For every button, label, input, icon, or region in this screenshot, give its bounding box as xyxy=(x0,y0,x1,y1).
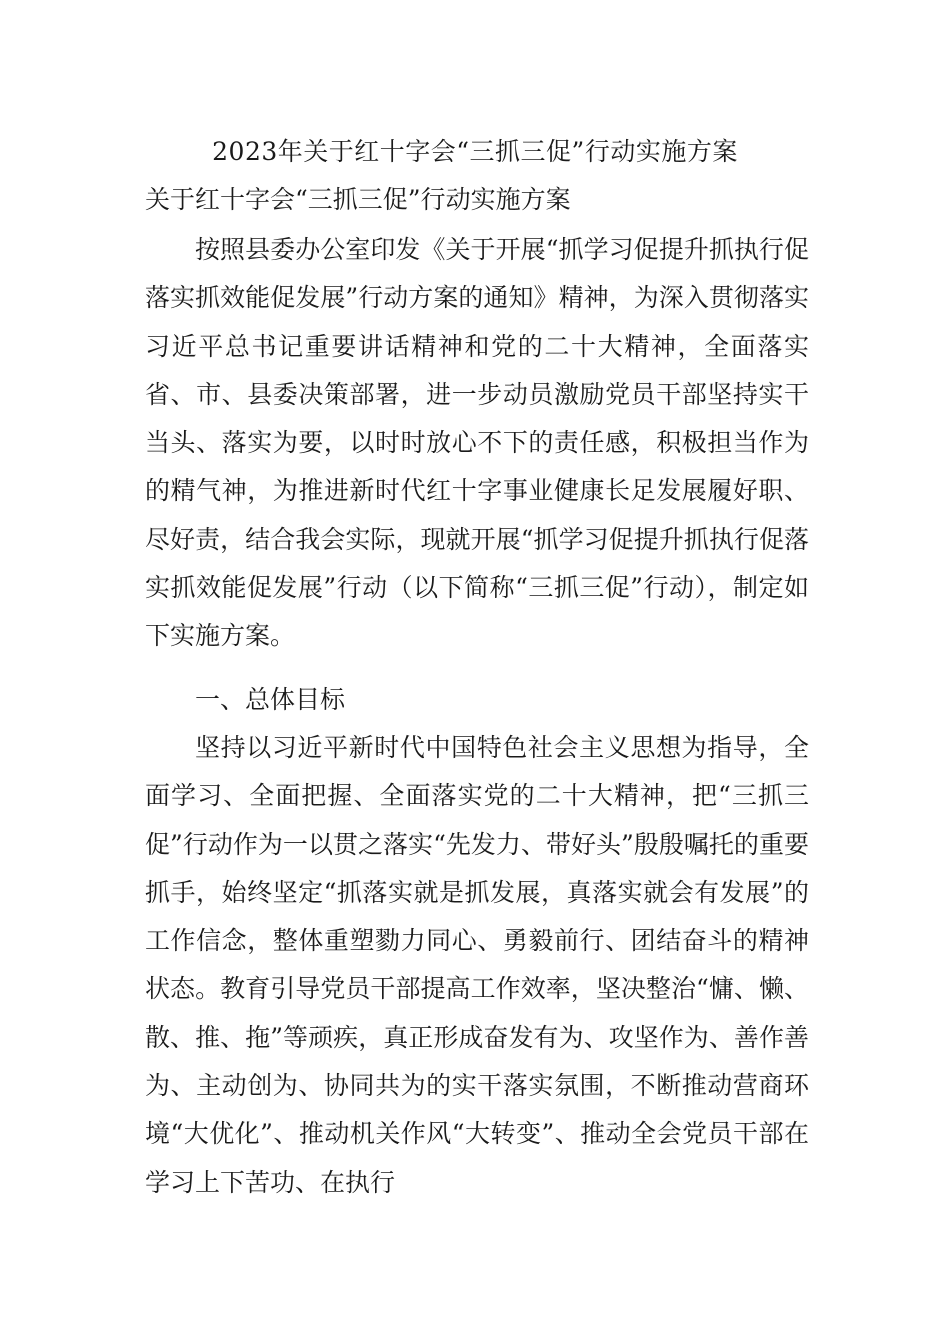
intro-paragraph: 按照县委办公室印发《关于开展“抓学习促提升抓执行促落实抓效能促发展”行动方案的通知》精神，为深入贯彻落实习近平总书记重要讲话精神和党的二十大精神，全面落实省、市、县委决策部署，进一步动员激励党员干部坚持实干当头、落实为要，以时时放心不下的责任感，积极担当作为的精气神，为推进新时代红十字事业健康长足发展履好职、尽好责，结合我会实际，现就开展“抓学习促提升抓执行促落实抓效能促发展”行动（以下简称“三抓三促”行动），制定如下实施方案。 xyxy=(145,235,809,651)
document-title: 2023年关于红十字会“三抓三促”行动实施方案 xyxy=(212,137,738,166)
section-heading-overall-goal: 一、总体目标 xyxy=(195,685,346,714)
document-subtitle: 关于红十字会“三抓三促”行动实施方案 xyxy=(145,185,571,214)
overall-goal-paragraph: 坚持以习近平新时代中国特色社会主义思想为指导，全面学习、全面把握、全面落实党的二十大精神，把“三抓三促”行动作为一以贯之落实“先发力、带好头”殷殷嘱托的重要抓手，始终坚定“抓落实就是抓发展，真落实就会有发展”的工作信念，整体重塑勠力同心、勇毅前行、团结奋斗的精神状态。教育引导党员干部提高工作效率，坚决整治“慵、懒、散、推、拖”等顽疾，真正形成奋发有为、攻坚作为、善作善为、主动创为、协同共为的实干落实氛围，不断推动营商环境“大优化”、推动机关作风“大转变”、推动全会党员干部在学习上下苦功、在执行 xyxy=(145,733,809,1197)
